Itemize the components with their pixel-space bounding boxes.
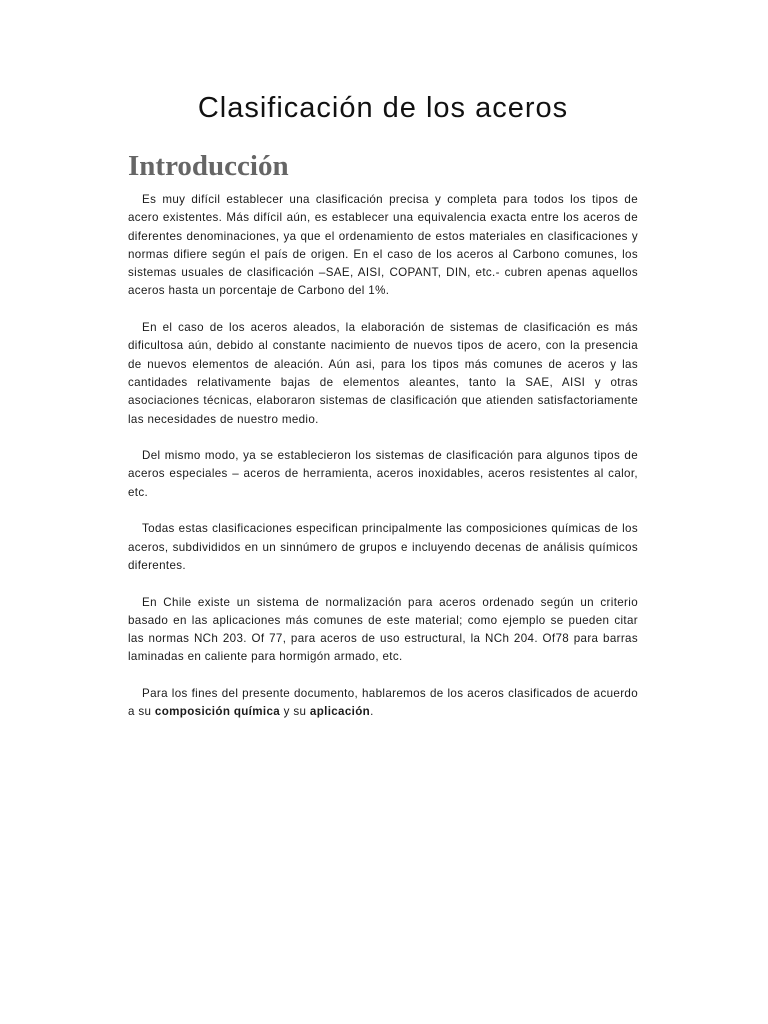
paragraph-5: En Chile existe un sistema de normalización para aceros ordenado según un criterio basado en las aplicaciones más comunes de este material; como ejemplo se pueden citar las normas NCh 203. Of 77, para aceros de uso estructural, la NCh 204. Of78 para barras laminadas en caliente para hormigón armado, etc. bbox=[128, 595, 638, 664]
paragraph-6-end: . bbox=[370, 705, 374, 719]
bold-composicion-quimica: composición química bbox=[154, 705, 281, 719]
body-text bbox=[128, 191, 638, 740]
paragraph-4: Todas estas clasificaciones especifican principalmente las composiciones químicas de los aceros, subdivididos en un sinnúmero de grupos e incluyendo decenas de análisis químicos diferentes. bbox=[128, 522, 638, 572]
paragraph-6-connector: y su bbox=[280, 705, 310, 719]
section-heading-introduccion: Introducción bbox=[128, 150, 289, 182]
document-title: Clasificación de los aceros bbox=[197, 92, 569, 124]
paragraph-2: En el caso de los aceros aleados, la elaboración de sistemas de clasificación es más dificultosa aún, debido al constante nacimiento de nuevos tipos de acero, con la presencia de nuevos elementos de aleación. Aún asi, para los tipos más comunes de aceros y las cantidades relativamente bajas de elementos aleantes, tanto la SAE, AISI y otras asociaciones técnicas, elaboraron sistemas de clasificación que atienden satisfactoriamente las necesidades de nuestro medio. bbox=[128, 321, 638, 426]
paragraph-1: Es muy difícil establecer una clasificación precisa y completa para todos los tipos de acero existentes. Más difícil aún, es establecer una equivalencia exacta entre los aceros de diferentes denominaciones, ya que el ordenamiento de estos materiales en clasificaciones y normas difiere según el país de origen. En el caso de los aceros al Carbono comunes, los sistemas usuales de clasificación –SAE, AISI, COPANT, DIN, etc.- cubren apenas aquellos aceros hasta un porcentaje de Carbono del 1%. bbox=[128, 193, 638, 298]
bold-aplicacion: aplicación bbox=[309, 705, 371, 719]
paragraph-6-intro: Para los fines del presente documento, hablaremos de los aceros clasificados de acuerdo a su bbox=[128, 687, 638, 719]
paragraph-3: Del mismo modo, ya se establecieron los sistemas de clasificación para algunos tipos de aceros especiales – aceros de herramienta, aceros inoxidables, aceros resistentes al calor, etc. bbox=[128, 449, 638, 499]
paragraph-6 bbox=[128, 685, 638, 722]
